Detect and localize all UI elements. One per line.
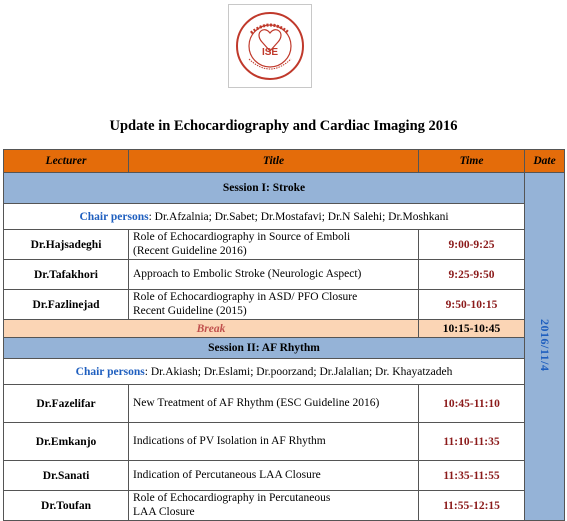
break-label: Break bbox=[4, 320, 419, 338]
header-lecturer: Lecturer bbox=[4, 150, 129, 173]
title-cell: New Treatment of AF Rhythm (ESC Guideline 2016) bbox=[129, 385, 419, 423]
session-row bbox=[4, 173, 565, 204]
table-row bbox=[4, 290, 565, 320]
table-row bbox=[4, 260, 565, 290]
header-time: Time bbox=[419, 150, 525, 173]
break-time: 10:15-10:45 bbox=[419, 320, 525, 338]
time-cell: 9:00-9:25 bbox=[419, 230, 525, 260]
time-cell: 9:25-9:50 bbox=[419, 260, 525, 290]
time-cell: 11:10-11:35 bbox=[419, 423, 525, 461]
date-cell bbox=[525, 173, 565, 521]
document-title: Update in Echocardiography and Cardiac Imaging 2016 bbox=[109, 118, 458, 134]
chair-label: Chair persons bbox=[75, 365, 145, 378]
lecturer-cell: Dr.Sanati bbox=[4, 461, 129, 491]
lecturer-cell: Dr.Emkanjo bbox=[4, 423, 129, 461]
title-cell: Role of Echocardiography in ASD/ PFO Closure Recent Guideline (2015) bbox=[129, 290, 419, 320]
time-cell: 11:35-11:55 bbox=[419, 461, 525, 491]
table-row bbox=[4, 385, 565, 423]
table-row bbox=[4, 230, 565, 260]
title-cell: Role of Echocardiography in Source of Emboli (Recent Guideline 2016) bbox=[129, 230, 419, 260]
table-row bbox=[4, 423, 565, 461]
lecturer-cell: Dr.Fazlinejad bbox=[4, 290, 129, 320]
lecturer-cell: Dr.Toufan bbox=[4, 491, 129, 521]
chair-label: Chair persons bbox=[79, 210, 149, 223]
chair-row bbox=[4, 204, 565, 230]
table-row bbox=[4, 461, 565, 491]
table-header-row bbox=[4, 150, 565, 173]
schedule-table bbox=[3, 149, 565, 521]
society-logo bbox=[228, 4, 312, 88]
table-row bbox=[4, 491, 565, 521]
header-title: Title bbox=[129, 150, 419, 173]
title-cell: Approach to Embolic Stroke (Neurologic Aspect) bbox=[129, 260, 419, 290]
chair-names: : Dr.Akiash; Dr.Eslami; Dr.poorzand; Dr.Jalalian; Dr. Khayatzadeh bbox=[144, 365, 453, 378]
time-cell: 9:50-10:15 bbox=[419, 290, 525, 320]
session-title: Session II: AF Rhythm bbox=[4, 338, 525, 359]
lecturer-cell: Dr.Fazelifar bbox=[4, 385, 129, 423]
date-text: 2016/11/4 bbox=[538, 318, 552, 372]
title-cell: Indications of PV Isolation in AF Rhythm bbox=[129, 423, 419, 461]
title-cell: Indication of Percutaneous LAA Closure bbox=[129, 461, 419, 491]
header-date: Date bbox=[525, 150, 565, 173]
title-cell: Role of Echocardiography in Percutaneous LAA Closure bbox=[129, 491, 419, 521]
time-cell: 10:45-11:10 bbox=[419, 385, 525, 423]
logo-center-text: ISE bbox=[261, 47, 279, 58]
break-row bbox=[4, 320, 565, 338]
session-row bbox=[4, 338, 565, 359]
session-title: Session I: Stroke bbox=[4, 173, 525, 204]
chair-row bbox=[4, 359, 565, 385]
ise-logo-icon bbox=[229, 5, 311, 87]
lecturer-cell: Dr.Hajsadeghi bbox=[4, 230, 129, 260]
chair-names: : Dr.Afzalnia; Dr.Sabet; Dr.Mostafavi; Dr.N Salehi; Dr.Moshkani bbox=[148, 210, 449, 223]
time-cell: 11:55-12:15 bbox=[419, 491, 525, 521]
lecturer-cell: Dr.Tafakhori bbox=[4, 260, 129, 290]
